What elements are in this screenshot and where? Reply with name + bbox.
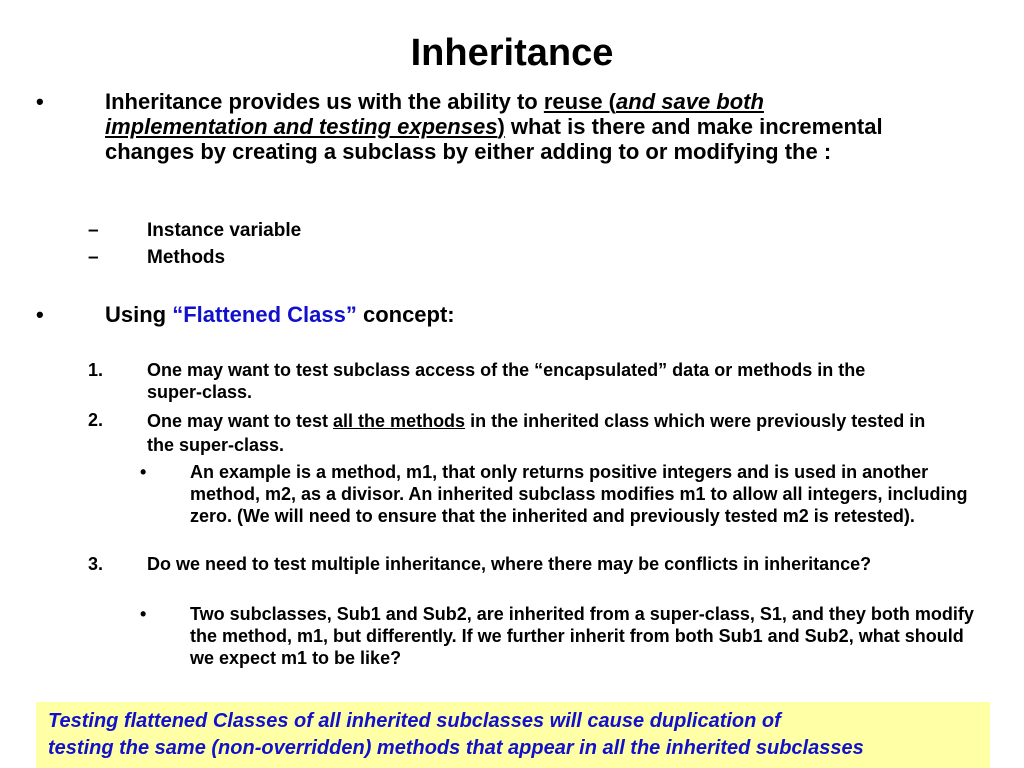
bullet-text	[105, 302, 925, 327]
summary-note-box	[36, 702, 990, 768]
example-text: An example is a method, m1, that only returns positive integers and is used in another method, m2, as a divisor. An inherited subclass modifies m1 to allow all integers, including zero. (We will need to ensure that the inherited and previously tested m2 is retested).	[190, 462, 968, 526]
flattened-class-highlight: “Flattened Class”	[172, 302, 357, 327]
number-marker: 3.	[88, 554, 104, 574]
italic-expenses-text: and save both implementation and testing expenses	[105, 89, 764, 139]
number-marker: 1.	[88, 360, 104, 380]
reuse-text: reuse (	[543, 89, 617, 114]
slide-title: Inheritance	[410, 32, 614, 74]
bullet-text-part: what is there and make incremental changes by creating a subclass by either adding to or modifying the :	[105, 114, 883, 164]
numbered-text	[147, 409, 937, 457]
bullet-marker: •	[36, 302, 44, 327]
bullet-text-part: Inheritance provides us with the ability to	[105, 89, 544, 114]
bullet-marker: •	[36, 89, 44, 114]
bullet-text-part: Using	[105, 302, 173, 327]
sub-item-text: Instance variable	[147, 220, 302, 241]
numbered-text: Do we need to test multiple inheritance, where there may be conflicts in inheritance?	[147, 554, 872, 574]
closing-paren: )	[497, 114, 505, 139]
bullet-marker: •	[140, 604, 147, 624]
bullet-marker: •	[140, 462, 147, 482]
dash-marker: –	[88, 247, 99, 268]
numbered-text-part: in the inherited class which were previously tested in the super-class.	[147, 411, 926, 455]
all-the-methods-text: all the methods	[333, 411, 466, 431]
bullet-text	[105, 89, 925, 164]
dash-marker: –	[88, 220, 99, 241]
numbered-text-part: One may want to test	[147, 411, 334, 431]
numbered-text: One may want to test subclass access of the “encapsulated” data or methods in the super-class.	[147, 360, 866, 402]
example-text: Two subclasses, Sub1 and Sub2, are inherited from a super-class, S1, and they both modify the method, m1, but differently. If we further inherit from both Sub1 and Sub2, what should we expect m1 to be like?	[190, 604, 974, 668]
number-marker: 2.	[88, 410, 104, 430]
bullet-text-part: concept:	[356, 302, 455, 327]
sub-item-text: Methods	[147, 247, 226, 268]
note-line-1: Testing flattened Classes of all inherited subclasses will cause duplication of	[48, 710, 781, 732]
note-line-2: testing the same (non-overridden) methods that appear in all the inherited subclasses	[48, 737, 864, 759]
